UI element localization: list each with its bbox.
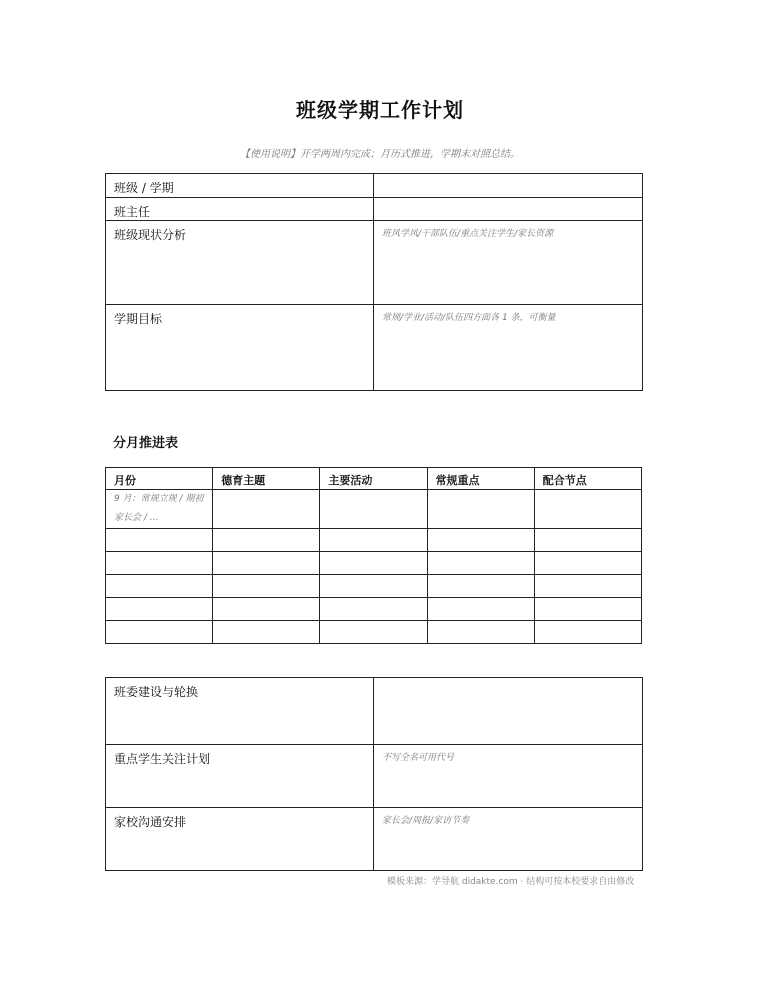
table-cell[interactable] (320, 575, 427, 598)
table-cell[interactable] (427, 552, 534, 575)
table-cell[interactable] (320, 598, 427, 621)
field-home-school[interactable]: 家长会/周报/家访节奏 (374, 808, 643, 871)
row-class-analysis (106, 221, 643, 305)
table-cell[interactable] (534, 529, 641, 552)
section-heading-monthly: 分月推进表 (113, 436, 179, 451)
label-class-analysis: 班级现状分析 (106, 221, 374, 305)
monthly-plan-table (105, 467, 642, 644)
label-class-term: 班级 / 学期 (106, 174, 374, 198)
field-term-goals[interactable]: 常规/学业/活动/队伍四方面各 1 条，可衡量 (374, 305, 643, 391)
col-header-moral-theme: 德育主题 (213, 468, 320, 490)
class-management-table (105, 677, 643, 871)
table-cell[interactable] (427, 575, 534, 598)
table-cell[interactable] (534, 490, 641, 529)
label-head-teacher: 班主任 (106, 198, 374, 221)
label-committee: 班委建设与轮换 (106, 678, 374, 745)
col-header-coordination: 配合节点 (534, 468, 641, 490)
table-cell[interactable] (213, 621, 320, 644)
table-cell[interactable] (534, 575, 641, 598)
table-cell[interactable] (320, 552, 427, 575)
template-source-footer: 模板来源：学导航 didakte.com · 结构可按本校要求自由修改 (387, 877, 635, 887)
table-cell[interactable] (213, 575, 320, 598)
table-cell[interactable] (427, 529, 534, 552)
table-cell[interactable] (427, 490, 534, 529)
field-committee[interactable] (374, 678, 643, 745)
field-class-term[interactable] (374, 174, 643, 198)
table-cell[interactable] (213, 552, 320, 575)
col-header-routine-focus: 常规重点 (427, 468, 534, 490)
row-key-students (106, 745, 643, 808)
field-key-students[interactable]: 不写全名可用代号 (374, 745, 643, 808)
table-row (106, 575, 642, 598)
table-cell[interactable] (320, 490, 427, 529)
table-cell[interactable] (106, 621, 213, 644)
monthly-header-row (106, 468, 642, 490)
table-row (106, 490, 642, 529)
row-head-teacher (106, 198, 643, 221)
table-cell[interactable] (320, 529, 427, 552)
table-cell[interactable] (320, 621, 427, 644)
table-cell[interactable] (534, 598, 641, 621)
month-sample-cell[interactable]: 9 月：常规立规 / 期初家长会 / … (106, 490, 213, 529)
row-term-goals (106, 305, 643, 391)
col-header-main-activities: 主要活动 (320, 468, 427, 490)
table-row (106, 552, 642, 575)
col-header-month: 月份 (106, 468, 213, 490)
basic-info-table (105, 173, 643, 391)
field-class-analysis[interactable]: 班风学风/干部队伍/重点关注学生/家长资源 (374, 221, 643, 305)
row-class-term (106, 174, 643, 198)
row-committee (106, 678, 643, 745)
table-cell[interactable] (106, 575, 213, 598)
page-title: 班级学期工作计划 (296, 98, 464, 122)
row-home-school (106, 808, 643, 871)
table-cell[interactable] (534, 621, 641, 644)
table-cell[interactable] (213, 490, 320, 529)
field-head-teacher[interactable] (374, 198, 643, 221)
table-cell[interactable] (213, 529, 320, 552)
usage-instruction: 【使用说明】开学两周内完成；月历式推进，学期末对照总结。 (240, 149, 520, 160)
table-cell[interactable] (106, 552, 213, 575)
table-cell[interactable] (427, 621, 534, 644)
table-row (106, 598, 642, 621)
table-cell[interactable] (106, 598, 213, 621)
table-cell[interactable] (106, 529, 213, 552)
table-row (106, 621, 642, 644)
table-cell[interactable] (213, 598, 320, 621)
label-home-school: 家校沟通安排 (106, 808, 374, 871)
label-key-students: 重点学生关注计划 (106, 745, 374, 808)
label-term-goals: 学期目标 (106, 305, 374, 391)
table-cell[interactable] (534, 552, 641, 575)
table-row (106, 529, 642, 552)
table-cell[interactable] (427, 598, 534, 621)
